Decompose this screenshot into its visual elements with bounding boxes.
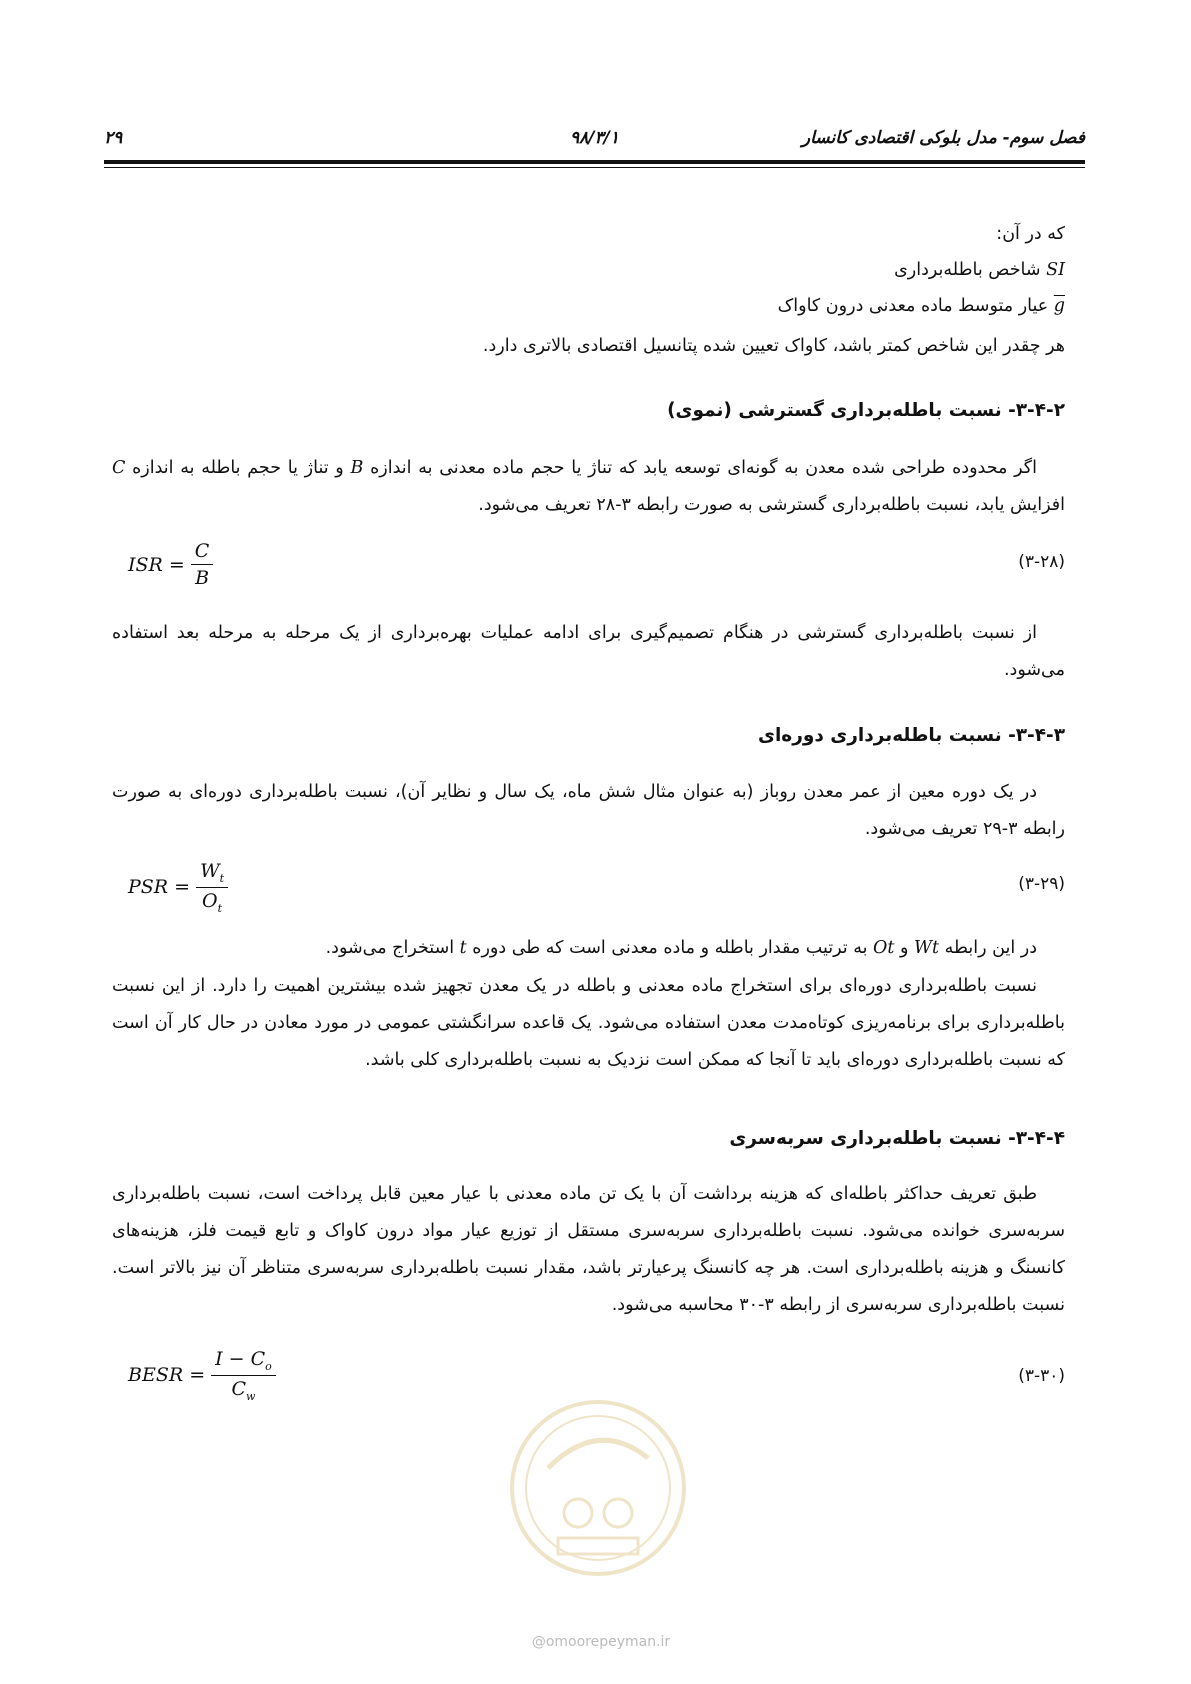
watermark-logo-icon <box>508 1398 688 1578</box>
symbol-t: t <box>459 938 467 958</box>
section-heading-2: ۳-۴-۲- نسبت باطله‌برداری گسترشی (نموی) <box>667 400 1065 421</box>
where-line: که در آن: <box>996 224 1065 244</box>
s4-p1-text: طبق تعریف حداکثر باطله‌ای که هزینه برداشت آن با یک تن ماده معدنی با عیار معین قابل پرداخت است، نسبت باطله‌برداری سربه‌سری خوانده می‌شود. نسبت باطله‌برداری سربه‌سری مستقل از توزیع عیار مواد درون کاواک و تابع قیمت فلز، هزینه‌های کانسنگ و هزینه باطله‌برداری است. هر چه کانسنگ پرعیارتر باشد، مقدار نسبت باطله‌برداری سربه‌سری متناظر آن نیز بالاتر است. نسبت باطله‌برداری سربه‌سری از رابطه ۳-۳۰ محاسبه می‌شود. <box>112 1184 1065 1315</box>
header-rule-thin <box>104 167 1085 168</box>
page-header <box>104 128 1085 152</box>
si-definition <box>894 252 1065 289</box>
section-2-paragraph-1 <box>112 450 1065 524</box>
s3-paragraph-2: در این رابطه Wt و Ot به ترتیب مقدار باطله و ماده معدنی است که طی دوره t استخراج می‌شود. <box>325 938 1037 958</box>
besr-denominator: $C_w$ <box>231 1377 256 1403</box>
chapter-title: فصل سوم- مدل بلوکی اقتصادی کانسار <box>801 128 1085 148</box>
section-4-paragraph-1 <box>112 1176 1065 1324</box>
psr-fraction <box>196 860 228 915</box>
watermark-url: @omoorepeyman.ir <box>531 1634 671 1650</box>
psr-lhs: PSR = <box>128 876 191 899</box>
equation-number-29: (۳-۲۹) <box>1018 874 1065 894</box>
besr-numerator: $I - C_o$ <box>211 1348 276 1376</box>
g-definition <box>778 288 1065 325</box>
s3-p3-text: نسبت باطله‌برداری دوره‌ای برای استخراج ماده معدنی و باطله در یک معدن تجهیز شده بیشترین اهمیت را دارد. از این نسبت باطله‌برداری برای برنامه‌ریزی کوتاه‌مدت معدن استفاده می‌شود. یک قاعده سرانگشتی عمومی در مورد معادن در حال کار آن است که نسبت باطله‌برداری دوره‌ای باید تا آنجا که ممکن است نزدیک به نسبت باطله‌برداری کلی باشد. <box>112 976 1065 1070</box>
isr-lhs: ISR = <box>128 553 185 576</box>
symbol-ot: Ot <box>873 938 895 958</box>
page-number: ۲۹ <box>104 128 123 148</box>
s2-symbol-c: C <box>112 458 126 478</box>
psr-numerator: $W_t$ <box>196 860 228 888</box>
besr-lhs: BESR = <box>128 1364 206 1387</box>
s2-symbol-b: B <box>350 458 364 478</box>
isr-denominator: B <box>195 567 210 589</box>
psr-denominator: $O_t$ <box>202 889 223 915</box>
section-heading-3: ۳-۴-۳- نسبت باطله‌برداری دوره‌ای <box>758 725 1065 746</box>
s2-p2-text: از نسبت باطله‌برداری گسترشی در هنگام تصمیم‌گیری برای ادامه عملیات بهره‌برداری از یک مرحله به مرحله بعد استفاده می‌شود. <box>112 623 1065 680</box>
si-symbol: SI <box>1046 260 1065 280</box>
header-rule-thick <box>104 160 1085 164</box>
si-text: شاخص باطله‌برداری <box>894 260 1041 280</box>
g-symbol: $\overline{g}$ <box>1053 296 1065 316</box>
formula-isr <box>128 540 213 589</box>
g-text: عیار متوسط ماده معدنی درون کاواک <box>777 296 1049 316</box>
formula-besr <box>128 1348 276 1403</box>
equation-number-30: (۳-۳۰) <box>1018 1366 1065 1386</box>
isr-fraction <box>191 540 214 589</box>
section-2-paragraph-2 <box>112 615 1065 689</box>
isr-numerator: C <box>191 540 214 565</box>
section-3-paragraph-1 <box>112 774 1065 848</box>
symbol-wt: Wt <box>914 938 940 958</box>
section-heading-4: ۳-۴-۴- نسبت باطله‌برداری سربه‌سری <box>729 1128 1065 1149</box>
equation-number-28: (۳-۲۸) <box>1018 552 1065 572</box>
s2-text-c: افزایش یابد، نسبت باطله‌برداری گسترشی به صورت رابطه ۳-۲۸ تعریف می‌شود. <box>478 495 1065 515</box>
formula-psr <box>128 860 228 915</box>
index-note: هر چقدر این شاخص کمتر باشد، کاواک تعیین شده پتانسیل اقتصادی بالاتری دارد. <box>482 336 1065 356</box>
section-3-paragraph-3 <box>112 968 1065 1079</box>
s2-text-b: و تناژ یا حجم باطله به اندازه <box>132 458 344 478</box>
header-date: ۹۸/۳/۱ <box>570 128 619 148</box>
besr-fraction <box>211 1348 276 1403</box>
s3-p1-text: در یک دوره معین از عمر معدن روباز (به عنوان مثال شش ماه، یک سال و نظایر آن)، نسبت باطله‌برداری دوره‌ای به صورت رابطه ۳-۲۹ تعریف می‌شود. <box>112 782 1065 839</box>
s2-text-a: اگر محدوده طراحی شده معدن به گونه‌ای توسعه یابد که تناژ یا حجم ماده معدنی به اندازه <box>370 458 1037 478</box>
